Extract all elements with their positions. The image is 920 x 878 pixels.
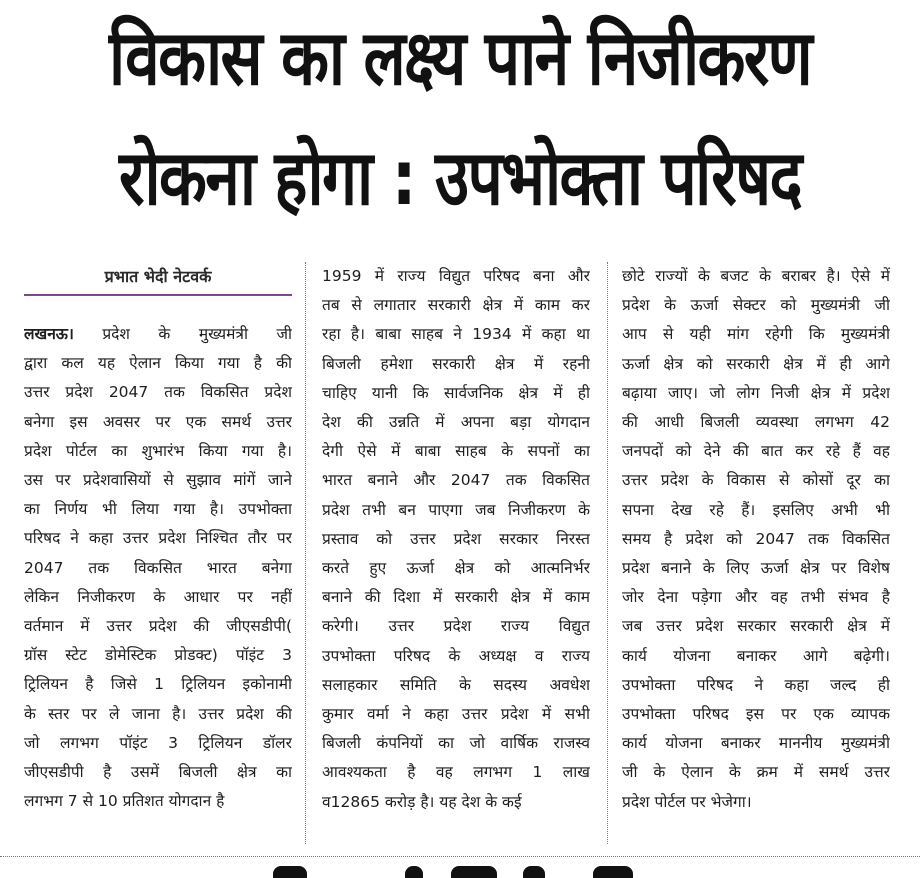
article-line-text: प्रदेश के मुख्यमंत्री जी xyxy=(102,325,292,343)
article-line: उपभोक्ता परिषद इस पर एक व्यापक xyxy=(622,705,890,724)
article-line: जनपदों को देने की बात कर रहे हैं वह xyxy=(622,442,890,461)
article-line: कार्य योजना बनाकर आगे बढ़ेगी। xyxy=(622,646,890,665)
article-line: ट्रिलियन है जिसे 1 ट्रिलियन इकोनामी xyxy=(24,675,292,694)
article-line: की आधी बिजली व्यवस्था लगभग 42 xyxy=(622,413,890,432)
article-line: तब से लगातार सरकारी क्षेत्र में काम कर xyxy=(322,296,590,315)
article-line: लेकिन निजीकरण के आधार पर नहीं xyxy=(24,587,292,606)
article-line: प्रस्ताव को उत्तर प्रदेश सरकार निरस्त xyxy=(322,529,590,548)
article-line: समय है प्रदेश को 2047 तक विकसित xyxy=(622,529,890,548)
article-line: करते हुए ऊर्जा क्षेत्र को आत्मनिर्भर xyxy=(322,559,590,578)
article-line: देगी ऐसे में बाबा साहब के सपनों का xyxy=(322,442,590,461)
article-line: उत्तर प्रदेश के विकास से कोसों दूर का xyxy=(622,471,890,490)
article-line: उपभोक्ता परिषद ने कहा जल्द ही xyxy=(622,675,890,694)
article-line: बढ़ाया जाए। जो लोग निजी क्षेत्र में प्रदेश xyxy=(622,383,890,402)
article-line: प्रदेश पोर्टल पर भेजेगा। xyxy=(622,792,752,811)
headline-line-2: रोकना होगा : उपभोक्ता परिषद xyxy=(119,133,801,222)
article-line: जोर देना पड़ेगा और वह तभी संभव है xyxy=(622,588,890,607)
article-line: प्रदेश बनाने के लिए ऊर्जा क्षेत्र पर विशेष xyxy=(622,559,890,578)
article-line: कुमार वर्मा ने कहा उत्तर प्रदेश में सभी xyxy=(322,705,590,724)
article-line: करेगी। उत्तर प्रदेश राज्य विद्युत xyxy=(322,617,590,636)
article-line: रहा है। बाबा साहब ने 1934 में कहा था xyxy=(322,325,590,344)
article-column-1 xyxy=(24,320,292,816)
article-line: बनेगा इस अवसर पर एक समर्थ उत्तर xyxy=(24,412,292,431)
article-line: चाहिए यानी कि सार्वजनिक क्षेत्र में ही xyxy=(322,383,590,402)
article-line: आवश्यकता है वह लगभग 1 लाख xyxy=(322,763,590,782)
article-column-3 xyxy=(622,262,890,817)
article-line: वर्तमान में उत्तर प्रदेश की जीएसडीपी( xyxy=(24,617,292,636)
article-line: ग्रॉस स्टेट डोमेस्टिक प्रोडक्ट) पॉइंट 3 xyxy=(24,646,292,665)
article-line: प्रदेश पोर्टल का शुभारंभ किया गया है। xyxy=(24,441,292,460)
dateline: लखनऊ। xyxy=(24,325,74,343)
article-line: परिषद ने कहा उत्तर प्रदेश निश्चित तौर पर xyxy=(24,529,292,548)
bottom-divider xyxy=(0,856,920,857)
article-line: जो लगभग पॉइंट 3 ट्रिलियन डॉलर xyxy=(24,733,292,752)
article-line: उपभोक्ता परिषद के अध्यक्ष व राज्य xyxy=(322,646,590,665)
article-line: भारत बनाने और 2047 तक विकसित xyxy=(322,471,590,490)
article-line: छोटे राज्यों के बजट के बराबर है। ऐसे में xyxy=(622,267,890,285)
article-line: के स्तर पर ले जाना है। उत्तर प्रदेश की xyxy=(24,704,292,723)
article-line: जी के ऐलान के क्रम में समर्थ उत्तर xyxy=(622,763,890,782)
article-line: 1959 में राज्य विद्युत परिषद बना और xyxy=(322,267,590,285)
article-line: कार्य योजना बनाकर माननीय मुख्यमंत्री xyxy=(622,734,890,753)
article-line: ऊर्जा क्षेत्र को सरकारी क्षेत्र में ही आगे xyxy=(622,354,890,373)
article-line xyxy=(24,320,292,349)
article-line: सलाहकार समिति के सदस्य अवधेश xyxy=(322,675,590,694)
article-line: बनाने की दिशा में सरकारी क्षेत्र में काम xyxy=(322,588,590,607)
article-column-2 xyxy=(322,262,590,817)
article-line: 2047 तक विकसित भारत बनेगा xyxy=(24,558,292,577)
article-line: प्रदेश के ऊर्जा सेक्टर को मुख्यमंत्री जी xyxy=(622,296,890,315)
article-line: द्वारा कल यह ऐलान किया गया है की xyxy=(24,354,292,373)
article-line: देश की उन्नति में अपना बड़ा योगदान xyxy=(322,413,590,432)
article-line: उत्तर प्रदेश 2047 तक विकसित प्रदेश xyxy=(24,383,292,402)
byline: प्रभात भेदी नेटवर्क xyxy=(104,267,212,286)
article-line: बिजली कंपनियों का जो वार्षिक राजस्व xyxy=(322,734,590,753)
byline-divider xyxy=(24,294,292,296)
article-line: व12865 करोड़ है। यह देश के कई xyxy=(322,792,522,811)
article-line: बिजली हमेशा सरकारी क्षेत्र में रहनी xyxy=(322,354,590,373)
article-line: उस पर प्रदेशवासियों से सुझाव मांगें जाने xyxy=(24,471,292,490)
column-divider-1 xyxy=(305,262,306,844)
next-headline-fragment xyxy=(255,866,715,878)
article-line: लगभग 7 से 10 प्रतिशत योगदान है xyxy=(24,792,225,811)
article-line: जब उत्तर प्रदेश सरकार सरकारी क्षेत्र में xyxy=(622,617,890,636)
article-line: प्रदेश तभी बन पाएगा जब निजीकरण के xyxy=(322,500,590,519)
article-line: सपना देख रहे हैं। इसलिए अभी भी xyxy=(622,500,890,519)
article-line: का निर्णय भी लिया गया है। उपभोक्ता xyxy=(24,500,292,519)
article-line: आप से यही मांग रहेगी कि मुख्यमंत्री xyxy=(622,325,890,344)
column-divider-2 xyxy=(607,262,608,844)
article-line: जीएसडीपी है उसमें बिजली क्षेत्र का xyxy=(24,763,292,782)
headline-line-1: विकास का लक्ष्य पाने निजीकरण xyxy=(109,13,811,102)
